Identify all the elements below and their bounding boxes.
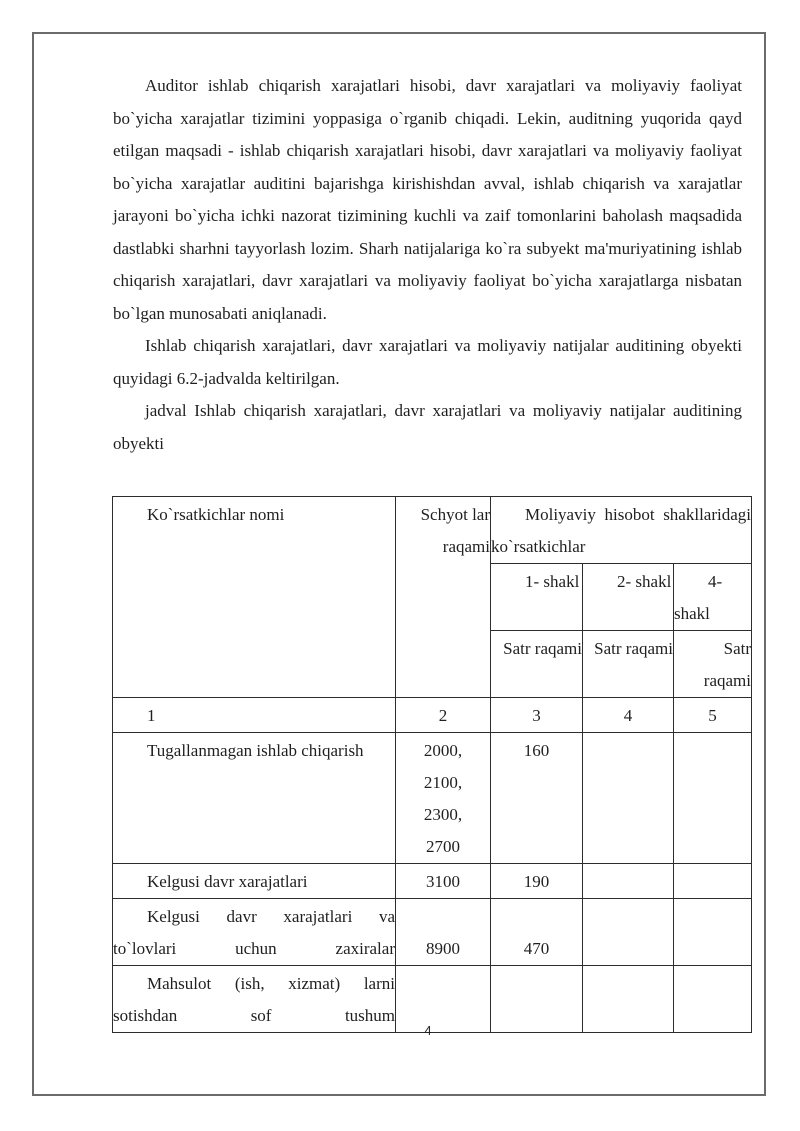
row-indicator-name: Tugallanmagan ishlab chiqarish	[113, 733, 396, 864]
column-number: 2	[396, 698, 491, 733]
row-form-2-line	[583, 733, 674, 864]
audit-object-table	[112, 496, 752, 1033]
document-body	[113, 70, 742, 460]
row-indicator-name: Kelgusi davr xarajatlari va to`lovlari uchun zaxiralar	[113, 899, 396, 966]
row-form-2-line	[583, 899, 674, 966]
row-form-4-line	[674, 864, 752, 899]
header-financial-report-forms: Moliyaviy hisobot shakllaridagi ko`rsatkichlar	[491, 497, 752, 564]
column-number: 4	[583, 698, 674, 733]
row-form-4-line	[674, 733, 752, 864]
column-number: 1	[113, 698, 396, 733]
row-account-numbers	[396, 733, 491, 864]
header-indicator-name: Ko`rsatkichlar nomi	[113, 497, 396, 698]
header-form-4: 4- shakl	[674, 564, 752, 631]
table-row	[113, 733, 752, 864]
row-form-1-line: 160	[491, 733, 583, 864]
row-indicator-name: Kelgusi davr xarajatlari	[113, 864, 396, 899]
row-form-1-line: 470	[491, 899, 583, 966]
row-account-numbers: 8900	[396, 899, 491, 966]
row-indicator-name: Mahsulot (ish, xizmat) larni sotishdan sof tushum	[113, 966, 396, 1033]
page-number: 4	[424, 1023, 432, 1038]
account-numbers-list: 2000, 2100, 2300, 2700	[423, 741, 463, 856]
header-line-number-1: Satr raqami	[491, 631, 583, 698]
paragraph-audit-object: Ishlab chiqarish xarajatlari, davr xarajatlari va moliyaviy natijalar auditining obyekti quyidagi 6.2-jadvalda keltirilgan.	[113, 336, 742, 388]
header-form-2: 2- shakl	[583, 564, 674, 631]
table-row	[113, 864, 752, 899]
row-account-numbers: 3100	[396, 864, 491, 899]
row-form-1-line: 190	[491, 864, 583, 899]
column-number: 5	[674, 698, 752, 733]
table-caption: jadval Ishlab chiqarish xarajatlari, davr xarajatlari va moliyaviy natijalar auditining obyekti	[113, 401, 742, 453]
column-number: 3	[491, 698, 583, 733]
header-line-number-2: Satr raqami	[583, 631, 674, 698]
row-form-4-line	[674, 899, 752, 966]
header-line-number-4: Satr raqami	[674, 631, 752, 698]
header-form-1: 1- shakl	[491, 564, 583, 631]
row-form-2-line	[583, 864, 674, 899]
header-account-numbers: Schyot lar raqami	[396, 497, 491, 698]
table-row	[113, 899, 752, 966]
paragraph-audit-intro: Auditor ishlab chiqarish xarajatlari hisobi, davr xarajatlari va moliyaviy faoliyat bo`yicha xarajatlar tizimini yoppasiga o`rganib chiqadi. Lekin, auditning yuqorida qayd etilgan maqsadi - ishlab chiqarish xarajatlari hisobi, davr xarajatlari va moliyaviy faoliyat bo`yicha xarajatlar auditini bajarishga kirishishdan avval, ishlab chiqarish va xarajatlar jarayoni bo`yicha ichki nazorat tizimining kuchli va zaif tomonlarini baholash maqsadida dastlabki sharhni tayyorlash lozim. Sharh natijalariga ko`ra subyekt ma'muriyatining ishlab chiqarish xarajatlari, davr xarajatlari va moliyaviy faoliyat bo`yicha xarajatlarga nisbatan bo`lgan munosabati aniqlanadi.	[113, 76, 742, 323]
